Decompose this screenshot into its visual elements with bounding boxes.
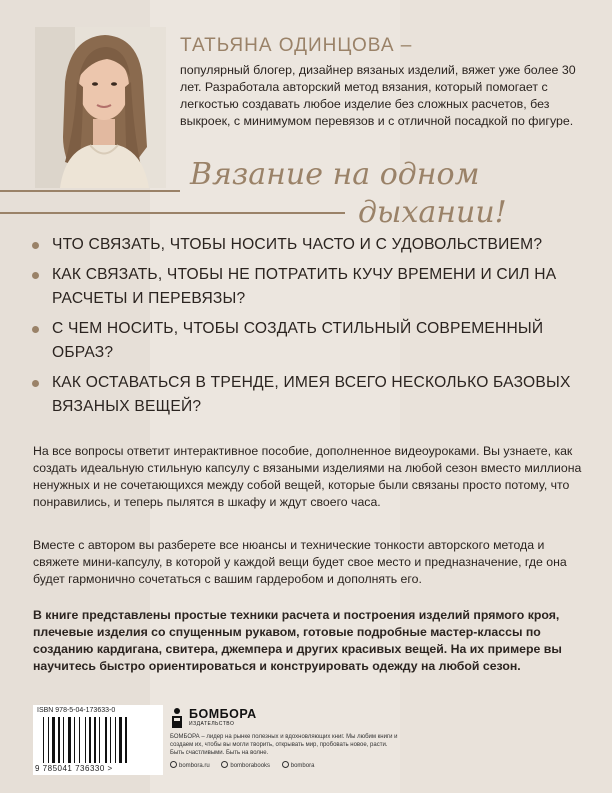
social-label: bombora.ru	[179, 763, 210, 769]
author-portrait	[35, 27, 166, 188]
bombora-logo-icon	[170, 707, 184, 729]
question-text: КАК ОСТАВАТЬСЯ В ТРЕНДЕ, ИМЕЯ ВСЕГО НЕСКОЛЬКО БАЗОВЫХ ВЯЗАНЫХ ВЕЩЕЙ?	[52, 374, 571, 415]
barcode-bar	[85, 717, 86, 763]
barcode-bar	[115, 717, 116, 763]
publisher-name: БОМБОРА	[189, 707, 257, 721]
barcode-bar	[68, 717, 71, 763]
barcode-bar	[119, 717, 122, 763]
question-text: ЧТО СВЯЗАТЬ, ЧТОБЫ НОСИТЬ ЧАСТО И С УДОВОЛЬСТВИЕМ?	[52, 236, 543, 253]
barcode-bar	[79, 717, 80, 763]
barcode-bar	[110, 717, 111, 763]
barcode-bar	[89, 717, 91, 763]
social-vk[interactable]	[221, 763, 270, 769]
barcode-bar	[43, 717, 44, 763]
author-photo	[35, 27, 166, 188]
tagline-line-1: Вязание на одном	[190, 157, 480, 192]
questions-list	[30, 233, 590, 425]
bullet-dot	[32, 326, 39, 333]
social-website[interactable]	[170, 763, 210, 769]
isbn-text: ISBN 978-5-04-173633-0	[37, 707, 116, 714]
barcode-bar	[125, 717, 127, 763]
social-label: bomborabooks	[230, 763, 271, 769]
bullet-dot	[32, 380, 39, 387]
barcode-bar	[74, 717, 75, 763]
bullet-dot	[32, 242, 39, 249]
barcode-bar	[48, 717, 49, 763]
barcode-bar	[94, 717, 96, 763]
question-item	[30, 233, 590, 257]
globe-icon	[170, 761, 177, 768]
publisher-description: БОМБОРА – лидер на рынке полезных и вдохновляющих книг. Мы любим книги и создаем их, чтобы вы могли творить, открывать мир, пробовать новое, расти. Быть счастливыми. Быть на волне.	[170, 734, 398, 756]
question-text: С ЧЕМ НОСИТЬ, ЧТОБЫ СОЗДАТЬ СТИЛЬНЫЙ СОВРЕМЕННЫЙ ОБРАЗ?	[52, 320, 544, 361]
question-text: КАК СВЯЗАТЬ, ЧТОБЫ НЕ ПОТРАТИТЬ КУЧУ ВРЕМЕНИ И СИЛ НА РАСЧЕТЫ И ПЕРЕВЯЗЫ?	[52, 266, 557, 307]
description-paragraph-1: На все вопросы ответит интерактивное пособие, дополненное видеоуроками. Вы узнаете, как создать идеальную стильную капсулу с вязаными изделиями на любой сезон вместо миллиона ненужных и не сочетающихся между собой вещей, которые были связаны просто потому, что понравились, и теперь пылятся в шкафу и ждут своего часа.	[33, 444, 582, 509]
barcode-number: 9 785041 736330 >	[35, 764, 113, 773]
vk-icon	[221, 761, 228, 768]
barcode-bars	[43, 717, 155, 763]
author-name: ТАТЬЯНА ОДИНЦОВА –	[180, 35, 413, 56]
question-item	[30, 371, 590, 419]
tagline-line-2: дыхании!	[358, 195, 507, 230]
barcode-bar	[99, 717, 100, 763]
author-bio: популярный блогер, дизайнер вязаных изделий, вяжет уже более 30 лет. Разработала авторский метод вязания, который помогает с легкостью создавать любое изделие без сложных расчетов, без выкроек, с минимумом перевязов и с отличной посадкой по фигуре.	[180, 63, 576, 128]
description-paragraph-3: В книге представлены простые техники расчета и построения изделий прямого кроя, плечевые изделия со спущенным рукавом, готовые подробные мастер-классы по созданию кардигана, свитера, джемпера и других красивых вещей. На их примере вы научитесь быстро ориентироваться и конструировать одежду на любой сезон.	[33, 608, 562, 673]
question-item	[30, 317, 590, 365]
barcode-bar	[58, 717, 60, 763]
barcode-bar	[105, 717, 107, 763]
barcode-bar	[63, 717, 64, 763]
barcode	[33, 705, 163, 775]
tagline-rule	[0, 190, 180, 192]
question-item	[30, 263, 590, 311]
publisher-subtitle: ИЗДАТЕЛЬСТВО	[189, 721, 235, 727]
social-label: bombora	[290, 763, 315, 769]
barcode-bar	[52, 717, 55, 763]
social-telegram[interactable]	[282, 763, 315, 769]
bullet-dot	[32, 272, 39, 279]
description-paragraph-2: Вместе с автором вы разберете все нюансы и технические тонкости авторского метода и свяжете мини-капсулу, в которой у каждой вещи будет свое место и предназначение, где она будет гармонично сочетаться с вашим гардеробом и дополнять его.	[33, 538, 567, 586]
tagline-rule	[0, 212, 345, 214]
publisher-socials	[170, 761, 410, 769]
telegram-icon	[282, 761, 289, 768]
